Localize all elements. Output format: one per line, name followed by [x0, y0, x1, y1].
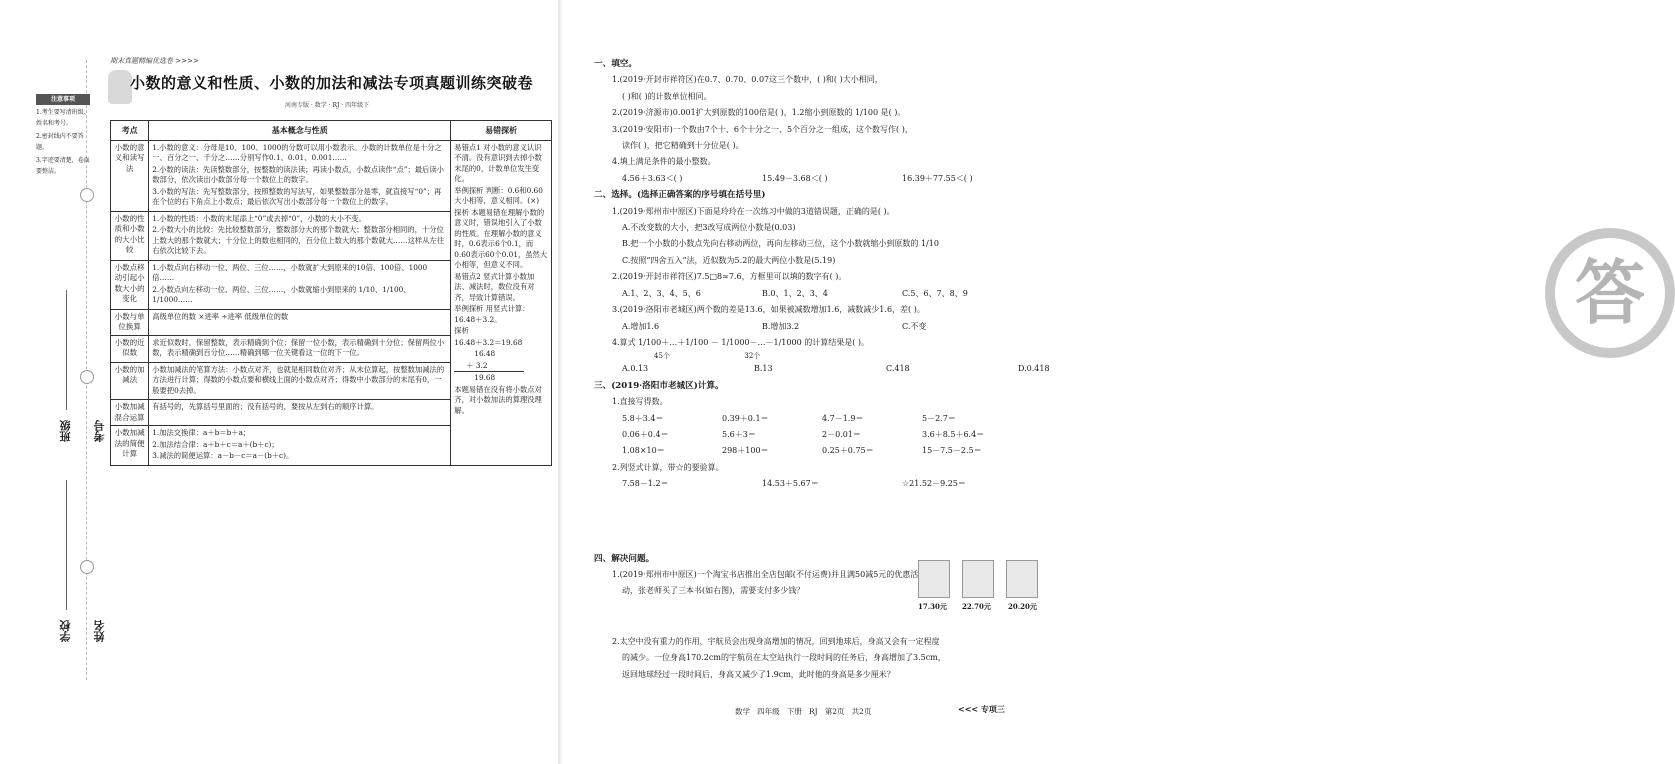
table-row	[111, 140, 552, 211]
topic-cell: 小数的近似数	[111, 335, 149, 362]
option-line: A.不改变数的大小，把3改写成两位小数是(0.03)	[622, 223, 796, 233]
topic-cell: 小数的意义和读写法	[111, 140, 149, 211]
vertical-calc-line: 16.48	[474, 349, 496, 358]
knowledge-table	[110, 120, 552, 466]
option-item: D.0.418	[1018, 364, 1050, 374]
option-item: C.不变	[902, 321, 927, 331]
concept-line: 1.小数点向右移动一位、两位、三位……，小数就扩大到原来的10倍、100倍、1000倍……	[152, 262, 428, 282]
calc-item: 1.08×10＝	[622, 446, 665, 456]
concept-cell	[149, 260, 451, 309]
concept-line: 1.小数的意义：分母是10、100、1000的分数可以用小数表示。小数的计数单位是十分之一、百分之一、千分之……分别写作0.1、0.01、0.001……	[152, 142, 442, 162]
concept-cell	[149, 426, 451, 466]
option-line: B.把一个小数的小数点先向右移动两位，再向左移动三位，这个小数就缩小到原数的 1/10	[622, 239, 939, 249]
section-heading: 三、(2019·洛阳市老城区)计算。	[594, 380, 724, 391]
concept-line: 2.小数的读法：先读整数部分，按整数的读法读；再读小数点，小数点读作“点”；最后读小数部分，依次读出小数部分每一个数位上的数字。	[152, 164, 444, 184]
option-item: C.418	[886, 364, 910, 374]
calc-item: 0.39＋0.1＝	[722, 413, 769, 423]
book-cover	[1006, 560, 1038, 598]
mascot-icon	[108, 70, 132, 104]
topic-cell: 小数点移动引起小数大小的变化	[111, 260, 149, 309]
concept-line: 求近似数时，保留整数，表示精确到个位；保留一位小数，表示精确到十分位；保留两位小数，表示精确到百分位……精确到哪一位关键看这一位的下一位。	[152, 337, 445, 357]
page-footer: 数学 四年级 下册 RJ 第2页 共2页	[735, 707, 872, 716]
calc-item: 4.7－1.9＝	[822, 413, 864, 423]
concept-line: 2.小数大小的比较：先比较整数部分，整数部分大的那个数就大；整数部分相同的，十分位上数大的那个数就大；十分位上的数也相同的，百分位上数大的那个数就大……这样从左往右依次比较下去。	[152, 225, 445, 255]
concept-line: 2.小数点向左移动一位、两位、三位……，小数就缩小到原来的 1/10、1/100、1/1000……	[152, 284, 411, 304]
question-line: 2.(2019·济源市)0.001扩大到原数的100倍是( )，1.2缩小到原数的 1/100 是( )。	[612, 108, 906, 118]
binding-hole	[80, 188, 94, 202]
option-item: C.5、6、7、8、9	[902, 288, 968, 298]
concept-line: 1.小数的性质：小数的末尾添上“0”或去掉“0”，小数的大小不变。	[152, 213, 366, 223]
table-header: 基本概念与性质	[149, 121, 451, 141]
table-header: 易错探析	[451, 121, 552, 141]
concept-cell	[149, 335, 451, 362]
section-heading: 四、解决问题。	[594, 553, 655, 564]
question-line: 1.(2019·开封市祥符区)在0.7、0.70、0.07这三个数中，( )和( )大小相同，	[612, 75, 883, 85]
option-item: A.0.13	[622, 364, 649, 374]
series-label: 期末真题精编优选卷 >>>>	[110, 57, 199, 65]
calc-item: 0.25＋0.75＝	[822, 446, 874, 456]
notes-item: 3.字迹要清楚，卷面要整洁。	[36, 157, 90, 175]
table-header-row	[111, 121, 552, 141]
notes-box	[36, 94, 90, 177]
term-count-row	[594, 351, 1070, 361]
topic-cell: 小数加减法的简便计算	[111, 426, 149, 466]
question-line: 3.(2019·安阳市)一个数由7个十、6个十分之一、5个百分之一组成，这个数写作( )，	[612, 124, 913, 134]
options-row	[594, 361, 1070, 377]
calc-item: 15－7.5－2.5＝	[922, 446, 982, 456]
calc-item: 5.6＋3＝	[722, 429, 756, 439]
topic-cell: 小数加减混合运算	[111, 400, 149, 426]
book-price: 17.30元	[918, 602, 947, 611]
vertical-calc-line: ＋ 3.2	[454, 361, 524, 373]
school-field-label: 学校	[59, 620, 72, 642]
book-cover	[918, 560, 950, 598]
book-price: 20.20元	[1008, 602, 1037, 611]
question-line: 2.列竖式计算，带☆的要验算。	[612, 462, 724, 472]
concept-cell	[149, 362, 451, 400]
question-line: 1.直接写得数。	[612, 397, 668, 407]
exam-number-field-label: 考号	[93, 420, 106, 442]
mistake-line: 易错点1 对小数的意义认识不清。没有意识到去掉小数末尾的0，计数单位发生变化。	[454, 142, 542, 183]
calc-item: 14.53＋5.67＝	[762, 479, 819, 489]
class-field-label: 班级	[59, 420, 72, 442]
options-row	[594, 286, 1070, 302]
topic-cell: 小数与单位换算	[111, 309, 149, 335]
question-line: 2.(2019·开封市祥符区)7.5□8≈7.6，方框里可以填的数字有( )。	[612, 272, 847, 282]
page-subtitle: 河南专版 · 数学 · RJ · 四年级下	[285, 102, 370, 109]
right-page	[560, 0, 1645, 764]
mistake-line: 探析	[454, 326, 469, 335]
option-item: B.13	[754, 364, 773, 374]
term-count: 32个	[744, 352, 761, 361]
name-field-label: 姓名	[93, 620, 106, 642]
section-tag: <<< 专项三	[958, 704, 1005, 714]
calc-item: 5.8＋3.4＝	[622, 413, 664, 423]
mistake-line: 探析 本题易错在理解小数的意义时，错误地引入了小数的性质。在理解小数的意义时，0.6表示6个0.1，而0.60表示60个0.01，虽然大小相等，但意义不同。	[454, 207, 548, 269]
inequality-item: 16.39＋77.55＜( )	[902, 173, 973, 183]
mistake-analysis-cell	[451, 140, 552, 465]
section-heading: 一、填空。	[594, 59, 637, 69]
topic-cell: 小数的加减法	[111, 362, 149, 400]
binding-hole	[80, 560, 94, 574]
calc-item: 0.06＋0.4＝	[622, 429, 669, 439]
concept-cell	[149, 140, 451, 211]
concept-line: 2.加法结合律：a＋b＋c＝a＋(b＋c)；	[152, 439, 279, 449]
concept-cell	[149, 309, 451, 335]
mistake-line: 16.48＋3.2＝19.68	[454, 337, 523, 347]
question-line: 3.(2019·洛阳市老城区)两个数的差是13.6，如果被减数增加1.6，减数减少1.6，差( )。	[612, 305, 925, 315]
watermark-seal: 答	[1545, 228, 1675, 358]
question-line: 1.(2019·郑州市中原区)下面是玲玲在一次练习中做的3道错误题，正确的是( )。	[612, 206, 895, 216]
binding-hole	[80, 370, 94, 384]
question-line: ( )和( )的计数单位相同。	[622, 91, 712, 101]
concept-line: 3.减法的简便运算：a－b－c＝a－(b＋c)。	[152, 451, 294, 460]
calc-item: ☆21.52－9.25＝	[902, 479, 966, 489]
book-cover	[962, 560, 994, 598]
book-price: 22.70元	[962, 602, 991, 611]
term-count: 45个	[654, 352, 670, 361]
mistake-line: 本题易错在没有将小数点对齐，对小数加法的算理没理解。	[454, 384, 542, 415]
concept-line: 有括号的，先算括号里面的；没有括号的，要按从左到右的顺序计算。	[152, 402, 379, 411]
calc-item: 5－2.7＝	[922, 413, 956, 423]
school-field-line[interactable]	[66, 480, 67, 610]
notes-item: 2.密封线内不要答题。	[36, 133, 84, 151]
calc-item: 2－0.01＝	[822, 429, 861, 439]
question-line: 1.(2019·郑州市中原区)一个淘宝书店推出全店包邮(不付运费)并且满50减5元的优惠活	[612, 569, 919, 579]
concept-cell	[149, 400, 451, 426]
concept-line: 1.加法交换律：a＋b＝b＋a；	[152, 428, 251, 437]
calc-item: 7.58－1.2＝	[622, 479, 669, 489]
notes-heading: 注意事项	[36, 94, 90, 105]
class-field-line[interactable]	[66, 290, 67, 410]
question-line: 返回地球经过一段时间后，身高又减少了1.9cm，此时他的身高是多少厘米？	[622, 669, 895, 679]
vertical-calc-row	[594, 476, 1070, 492]
calc-item: 298＋100＝	[722, 446, 769, 456]
table-header: 考点	[111, 121, 149, 141]
concept-cell	[149, 211, 451, 260]
left-page	[0, 0, 560, 764]
page-title: 小数的意义和性质、小数的加法和减法专项真题训练突破卷	[130, 74, 534, 92]
question-line: 动，张老师买了三本书(如右图)，需要支付多少钱？	[622, 586, 805, 596]
concept-line: 高级单位的数 ×进率 ÷进率 低级单位的数	[152, 311, 289, 321]
option-item: B.0、1、2、3、4	[762, 288, 828, 298]
option-item: B.增加3.2	[762, 321, 800, 331]
book-images	[918, 560, 1048, 611]
vertical-calc-line: 19.68	[474, 373, 496, 382]
inequality-item: 15.49－3.68＜( )	[762, 173, 828, 183]
option-item: A.1、2、3、4、5、6	[622, 288, 701, 298]
inequality-row	[594, 171, 1070, 187]
question-line: 4.算式 1/100＋…＋1/100 － 1/1000－…－1/1000 的计算结果是( )。	[612, 337, 869, 347]
option-line: C.按照“四舍五入”法，近似数为5.2的最大两位小数是(5.19)	[622, 255, 836, 265]
calc-item: 3.6＋8.5＋6.4＝	[922, 429, 985, 439]
topic-cell: 小数的性质和小数的大小比较	[111, 211, 149, 260]
inequality-item: 4.56＋3.63＜( )	[622, 173, 683, 183]
question-line: 2.太空中没有重力的作用，宇航员会出现身高增加的情况，回到地球后，身高又会有一定程度	[612, 636, 940, 646]
options-row	[594, 319, 1070, 335]
question-line: 读作( )，把它精确到十分位是( )。	[622, 141, 744, 151]
question-line: 的减少。一位身高170.2cm的宇航员在太空站执行一段时间的任务后，身高增加了3.5cm，	[622, 653, 946, 663]
option-item: A.增加1.6	[622, 321, 660, 331]
concept-line: 3.小数的写法：先写整数部分，按照整数的写法写，如果整数部分是零，就直接写“0”；再在个位的右下角点上小数点；最后依次写出小数部分每一个数位上的数字。	[152, 186, 442, 206]
notes-item: 1.考生要写清班级、姓名和考号。	[36, 109, 90, 127]
question-line: 4.填上满足条件的最小整数。	[612, 157, 716, 167]
section-heading: 二、选择。(选择正确答案的序号填在括号里)	[594, 190, 766, 201]
mistake-line: 举例探析 用竖式计算：16.48＋3.2。	[454, 304, 530, 324]
direct-calc-grid	[594, 411, 1070, 460]
mistake-line: 举例探析 判断：0.6和0.60大小相等，意义相同。(×)	[454, 185, 543, 205]
mistake-line: 易错点2 竖式计算小数加法、减法时，数位没有对齐，导致计算错误。	[454, 271, 535, 302]
concept-line: 小数加减法的笔算方法：小数点对齐，也就是相同数位对齐；从末位算起，按整数加减法的方法进行计算；得数的小数点要和横线上面的小数点对齐；得数中小数部分的末尾有0，一般要把0去掉。	[152, 364, 445, 395]
